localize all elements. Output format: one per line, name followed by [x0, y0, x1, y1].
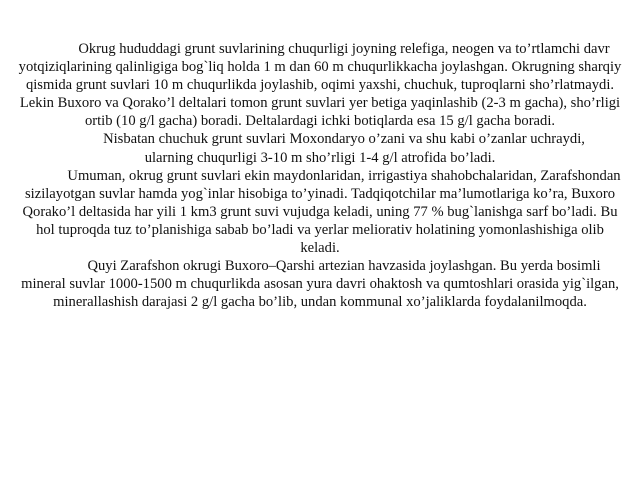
paragraph-groundwater-depth: Okrug hududdagi grunt suvlarining chuqurligi joyning relefiga, neogen va to’rtlamchi davr yotqiziqlarining qalinligiga bog`liq holda 1 m dan 60 m chuqurlikkacha joylashgan. Okrugning sharqiy qismida grunt suvlari 10 m chuqurlikda joylashib, oqimi yaxshi, chuchuk, tuproqlarni sho’rlatmaydi. Lekin Buxoro va Qorako’l deltalari tomon grunt suvlari yer betiga yaqinlashib (2-3 m gacha), sho’rligi ortib (10 g/l gacha) boradi. Deltalardagi ichki botiqlarda esa 15 g/l gacha boradi. [18, 41, 622, 130]
document-body [18, 40, 622, 311]
paragraph-groundwater-recharge: Umuman, okrug grunt suvlari ekin maydonlaridan, irrigastiya shahobchalaridan, Zarafshondan sizilayotgan suvlar hamda yog`inlar hisobiga to’yinadi. Tadqiqotchilar ma’lumotlariga ko’ra, Buxoro Qorako’l deltasida har yili 1 km3 grunt suvi vujudga keladi, uning 77 % bug`lanishga sarf bo’ladi. Bu hol tuproqda tuz to’planishiga sabab bo’ladi va yerlar meliorativ holatining yomonlashishiga olib keladi. [22, 167, 621, 257]
paragraph-fresh-groundwater: Nisbatan chuchuk grunt suvlari Moxondaryo o’zani va shu kabi o’zanlar uchraydi, ularning chuqurligi 3-10 m sho’rligi 1-4 g/l atrofida bo’ladi. [103, 131, 585, 166]
paragraph-artesian-basin: Quyi Zarafshon okrugi Buxoro–Qarshi artezian havzasida joylashgan. Bu yerda bosimli mineral suvlar 1000-1500 m chuqurlikda asosan yura davri ohaktosh va qumtoshlari orasida yig`ilgan, minerallashish darajasi 2 g/l gacha bo’lib, undan kommunal xo’jaliklarda foydalanilmoqda. [21, 258, 619, 311]
